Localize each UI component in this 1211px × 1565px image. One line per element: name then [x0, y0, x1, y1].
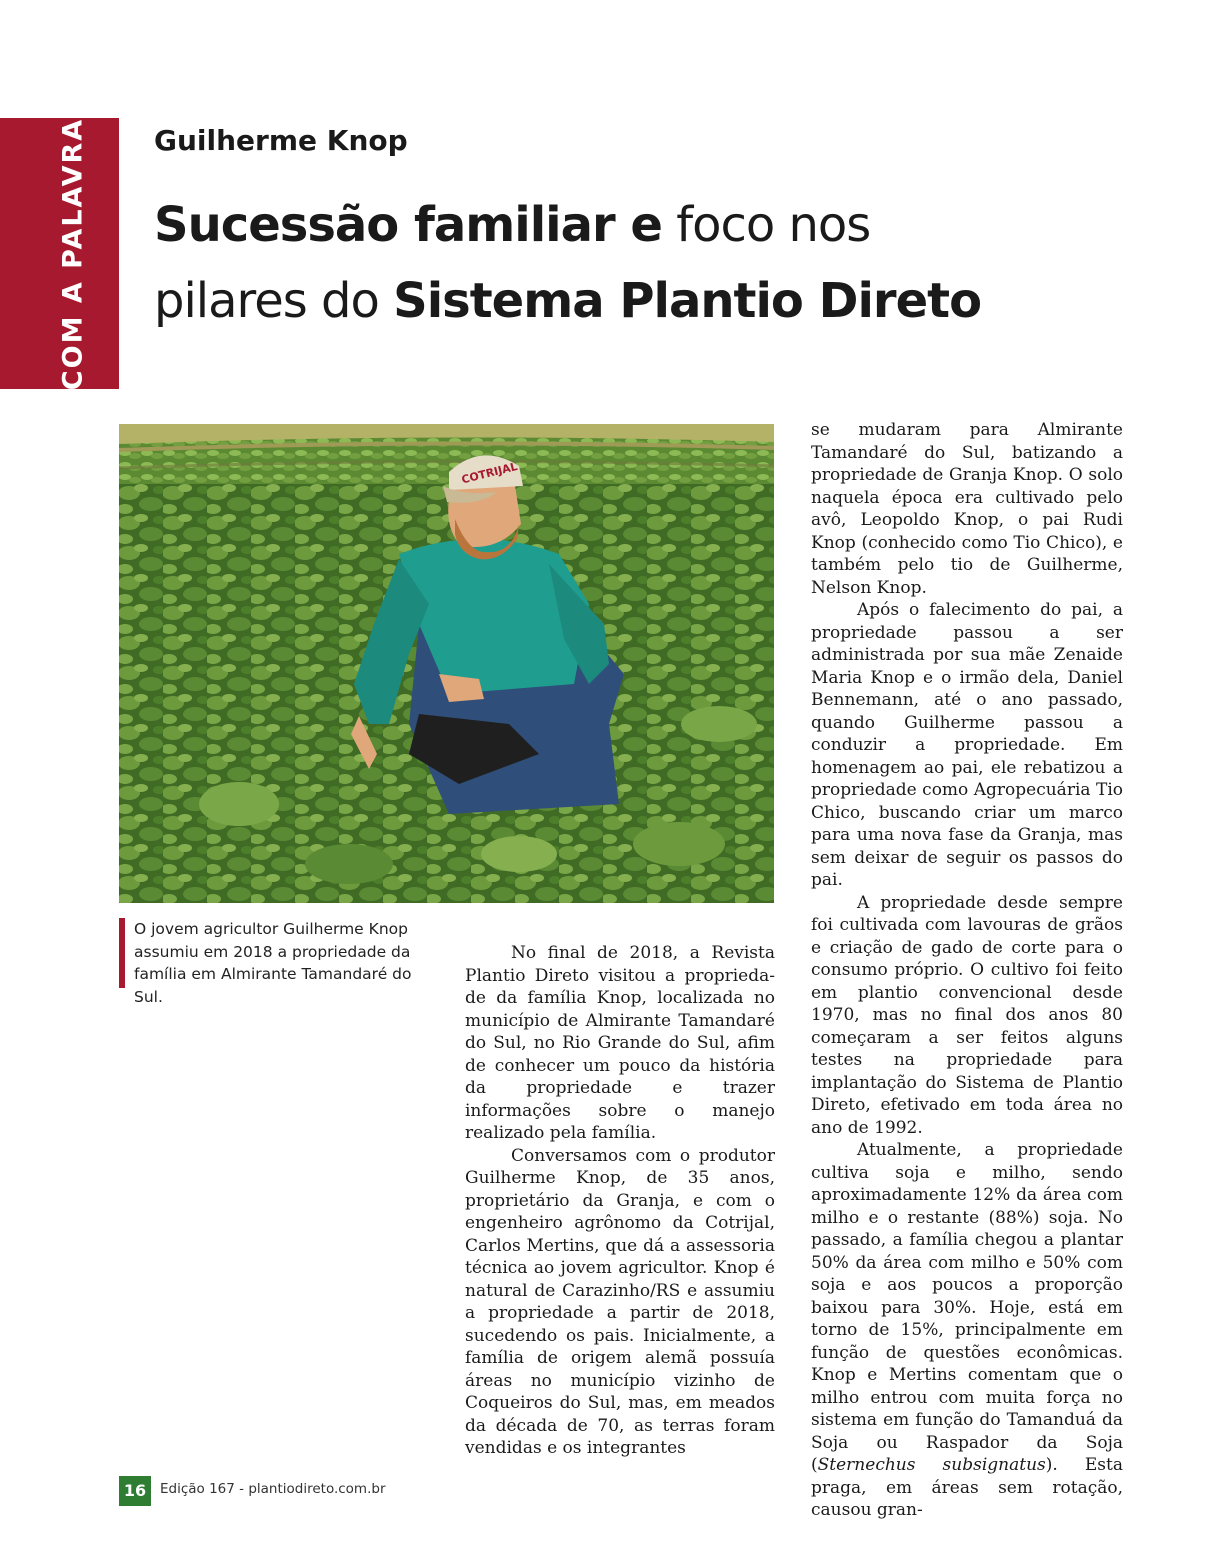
page-number: 16 — [119, 1476, 151, 1506]
farmer-in-soybean-field-illustration — [119, 424, 774, 903]
title-light-part-2: pilares do — [154, 273, 394, 329]
section-tab-label: COM A PALAVRA — [57, 117, 89, 391]
title-bold-part-2: Sistema Plantio Direto — [393, 273, 982, 329]
caption-line: assumiu em 2018 a propriedade da — [134, 942, 411, 961]
paragraph — [811, 1139, 1123, 1522]
caption-line: família em Almirante Tamandaré do Sul. — [134, 965, 412, 1006]
photo-caption — [119, 918, 439, 1006]
article-title — [154, 187, 1054, 339]
footer-edition-text: Edição 167 - plantiodireto.com.br — [160, 1481, 386, 1497]
paragraph-text: Atualmente, a propriedade cultiva soja e milho, sendo aproximadamente 12% da área com milho e o restante (88%) soja. No passado, a família chegou a plantar 50% da área com milho e 50% com soja e aos poucos a proporção baixou para 30%. Hoje, está em torno de 15%, principalmente em função de questões econômicas. Knop e Mertins comentam que o milho entrou com muita força no sistema em função do Tamanduá da Soja ou Raspador da Soja ( — [811, 1140, 1123, 1475]
species-name: Sternechus subsignatus — [817, 1455, 1046, 1475]
cap-logo-text: COTRIJAL — [460, 459, 519, 487]
author-name: Guilherme Knop — [154, 124, 408, 157]
paragraph: se mudaram para Almirante Tamandaré do Sul, batizando a propriedade de Granja Knop. O solo naquela época era cultivado pelo avô, Leopoldo Knop, o pai Rudi Knop (conhecido como Tio Chico), e também pelo tio de Guilherme, Nelson Knop. — [811, 420, 1123, 598]
paragraph: Conversamos com o produtor Guilherme Knop, de 35 anos, proprietário da Granja, e com o engenheiro agrônomo da Cotrijal, Carlos Mertins, que dá a assessoria técnica ao jovem agricultor. Knop é natural de Carazinho/RS e assumiu a propriedade a partir de 2018, sucedendo os pais. Inicialmente, a família de origem alemã possuía áreas no município vizinho de Coqueiros do Sul, mas, em meados da década de 70, as terras foram vendidas e os integrantes — [465, 1145, 775, 1458]
paragraph-text: ). Esta praga, em áreas sem rotação, causou gran- — [811, 1455, 1123, 1520]
title-light-part-1: foco nos — [661, 197, 871, 253]
article-column-middle — [465, 942, 775, 1460]
caption-line: O jovem agricultor Guilherme Knop — [134, 920, 408, 938]
article-column-right — [811, 419, 1123, 1522]
paragraph: A propriedade desde sempre foi cultivada com lavouras de grãos e criação de gado de corte para o consumo próprio. O cultivo foi feito em plantio convencional desde 1970, mas no final dos anos 80 começaram a ser feitos alguns testes na propriedade para implantação do Sistema de Plantio Direto, efetivado em toda área no ano de 1992. — [811, 892, 1123, 1138]
farmer-photo — [119, 424, 774, 903]
paragraph: No final de 2018, a Revista Plantio Direto visitou a proprieda-de da família Knop, localizada no município de Almirante Tamandaré do Sul, no Rio Grande do Sul, afim de conhecer um pouco da história da propriedade e trazer informações sobre o manejo realizado pela família. — [465, 943, 775, 1143]
title-bold-part-1: Sucessão familiar e — [154, 197, 662, 253]
paragraph: Após o falecimento do pai, a propriedade passou a ser administrada por sua mãe Zenaide Maria Knop e o irmão dela, Daniel Bennemann, até o ano passado, quando Guilherme passou a conduzir a propriedade. Em homenagem ao pai, ele rebatizou a propriedade como Agropecuária Tio Chico, buscando criar um marco para uma nova fase da Granja, mas sem deixar de seguir os passos do pai. — [811, 600, 1123, 890]
